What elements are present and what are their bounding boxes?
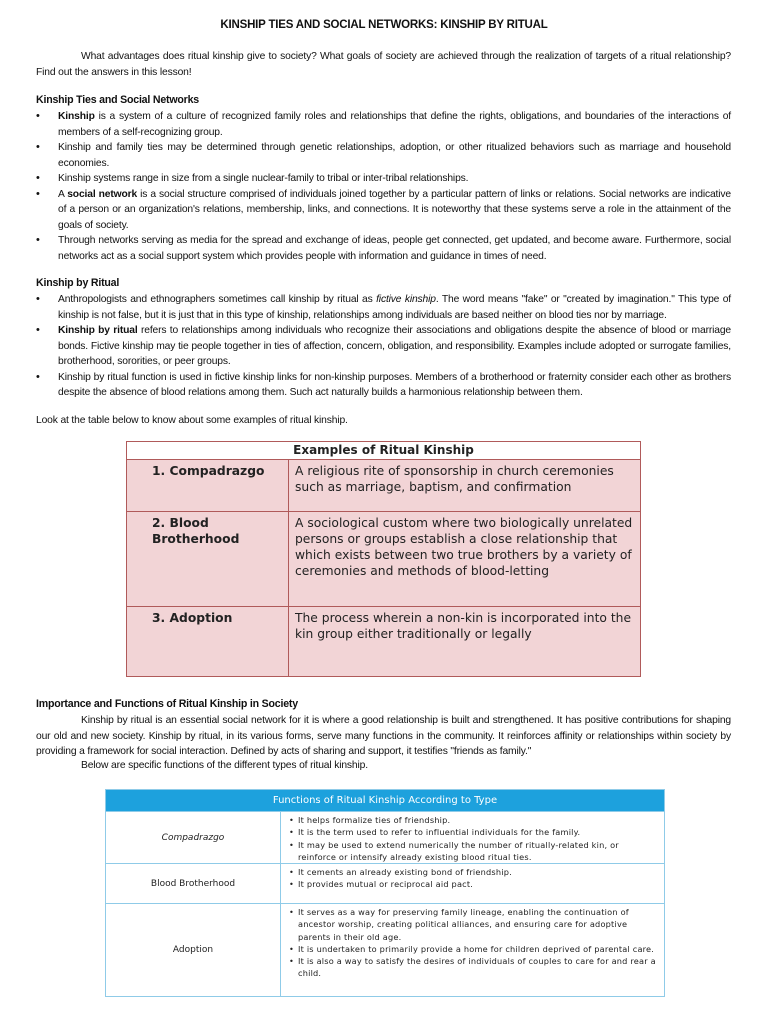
table-row xyxy=(106,811,664,863)
list-item: • It is the term used to refer to influential individuals for the family. xyxy=(289,826,658,838)
table-cell-name: 3. Adoption xyxy=(127,607,289,676)
examples-of-ritual-kinship-table xyxy=(126,441,641,677)
table-title: Functions of Ritual Kinship According to Type xyxy=(106,790,664,811)
intro-paragraph: What advantages does ritual kinship give to society? What goals of society are achieved through the realization of targets of a ritual relationship? Find out the answers in this lesson! xyxy=(36,51,731,78)
list-item: • Kinship and family ties may be determined through genetic relationships, adoption, or other ritualized behaviors such as marriage and household economies. xyxy=(36,140,731,171)
list-item: • Through networks serving as media for the spread and exchange of ideas, people get connected, get updated, and become aware. Furthermore, social networks act as a social support system which provides people with information and guidance in times of need. xyxy=(36,233,731,264)
list-item: • Kinship by ritual function is used in fictive kinship links for non-kinship purposes. Members of a brotherhood or fraternity consider each other as brothers despite the absence of blood relations among them. Such act naturally builds a harmonious relationship between them. xyxy=(36,370,731,401)
section-heading-kinship-by-ritual: Kinship by Ritual xyxy=(36,277,120,289)
table-row xyxy=(127,512,640,607)
table-title: Examples of Ritual Kinship xyxy=(127,442,640,460)
list-item xyxy=(36,323,731,370)
table-row xyxy=(106,903,664,996)
list-item: • It may be used to extend numerically the number of ritually-related kin, or reinforce or intensify already existing blood ritual ties. xyxy=(289,839,658,864)
table-row xyxy=(127,607,640,676)
list-item-text: is a social structure comprised of individuals joined together by a particular pattern of links or relations. Social networks are indicative of a person or an organization's relations, membership, links, and connections. It is noteworthy that these systems serve a role in the attainment of the goals of society. xyxy=(58,188,731,231)
term-kinship: Kinship xyxy=(58,111,95,122)
list-item-text: A xyxy=(58,188,68,200)
page-title: KINSHIP TIES AND SOCIAL NETWORKS: KINSHIP BY RITUAL xyxy=(220,19,548,31)
term-kinship-by-ritual: Kinship by ritual xyxy=(58,325,138,336)
list-item: • It helps formalize ties of friendship. xyxy=(289,814,658,826)
table-row xyxy=(127,460,640,512)
table-cell-name: Blood Brotherhood xyxy=(106,864,281,903)
table-cell-description: The process wherein a non-kin is incorporated into the kin group either traditionally or legally xyxy=(295,611,632,641)
list-item-text: refers to relationships among individuals who recognize their associations and obligations despite the absence of blood or marriage bonds. Fictive kinship may tie people together in ties of affection, concern, obligation, and responsibility. Examples include adopted or surrogate families, brotherhood, sororities, or peer groups. xyxy=(58,325,731,367)
list-item: • Kinship systems range in size from a single nuclear-family to tribal or inter-tribal relationships. xyxy=(36,171,731,187)
table-cell-functions xyxy=(281,812,664,863)
functions-intro: Below are specific functions of the different types of ritual kinship. xyxy=(81,760,368,771)
list-item: • It is undertaken to primarily provide a home for children deprived of parental care. xyxy=(289,943,658,955)
list-item-text: . The word means "fake" or "created by imagination." This type of kinship is not false, but it is just that in this type of kinship, relationships among individuals are based neither on blood ties nor by marriage. xyxy=(58,294,731,321)
list-item-text: is a system of a culture of recognized family roles and relationships that define the rights, obligations, and boundaries of the interactions of members of a self-recognizing group. xyxy=(58,111,731,138)
list-item xyxy=(36,109,731,140)
table-cell-description: A sociological custom where two biologically unrelated persons or groups establish a close relationship that which exists between two true brothers by a variety of ceremonies and methods of blood-letting xyxy=(295,516,633,578)
functions-of-ritual-kinship-table xyxy=(105,789,665,997)
list-item xyxy=(36,292,731,323)
table-cell-name: 2. Blood Brotherhood xyxy=(127,512,289,606)
importance-paragraph: Kinship by ritual is an essential social network for it is where a good relationship is built and strengthened. It has positive contributions for shaping our old and new society. Kinship by ritual, in its various forms, serve many functions in the community. It reinforces affinity or relationships within society by providing a framework for social interaction. Defined by acts of sharing and support, it testifies "friends as family." xyxy=(36,715,731,757)
kinship-ties-list xyxy=(36,109,731,264)
section-heading-kinship-ties: Kinship Ties and Social Networks xyxy=(36,94,199,106)
list-item: • It provides mutual or reciprocal aid pact. xyxy=(289,878,658,890)
list-item: • It is also a way to satisfy the desires of individuals of couples to care for and rear a child. xyxy=(289,955,658,980)
table-intro: Look at the table below to know about some examples of ritual kinship. xyxy=(36,415,348,426)
list-item xyxy=(36,187,731,234)
term-fictive-kinship: fictive kinship xyxy=(376,294,436,305)
section-heading-importance: Importance and Functions of Ritual Kinship in Society xyxy=(36,698,298,710)
term-social-network: social network xyxy=(67,188,138,200)
table-cell-name: Compadrazgo xyxy=(106,812,281,863)
list-item: • It cements an already existing bond of friendship. xyxy=(289,866,658,878)
table-row xyxy=(106,863,664,903)
table-cell-name: 1. Compadrazgo xyxy=(127,460,289,511)
list-item: • It serves as a way for preserving family lineage, enabling the continuation of ancestor worship, creating political alliances, and ensuring care for adoptive parents in their old age. xyxy=(289,906,658,943)
list-item-text: Anthropologists and ethnographers sometimes call kinship by ritual as xyxy=(58,294,377,305)
table-cell-functions xyxy=(281,864,664,891)
kinship-by-ritual-list xyxy=(36,292,731,401)
table-cell-description: A religious rite of sponsorship in church ceremonies such as marriage, baptism, and confirmation xyxy=(295,464,614,494)
table-cell-name: Adoption xyxy=(106,904,281,996)
table-cell-functions xyxy=(281,904,664,980)
